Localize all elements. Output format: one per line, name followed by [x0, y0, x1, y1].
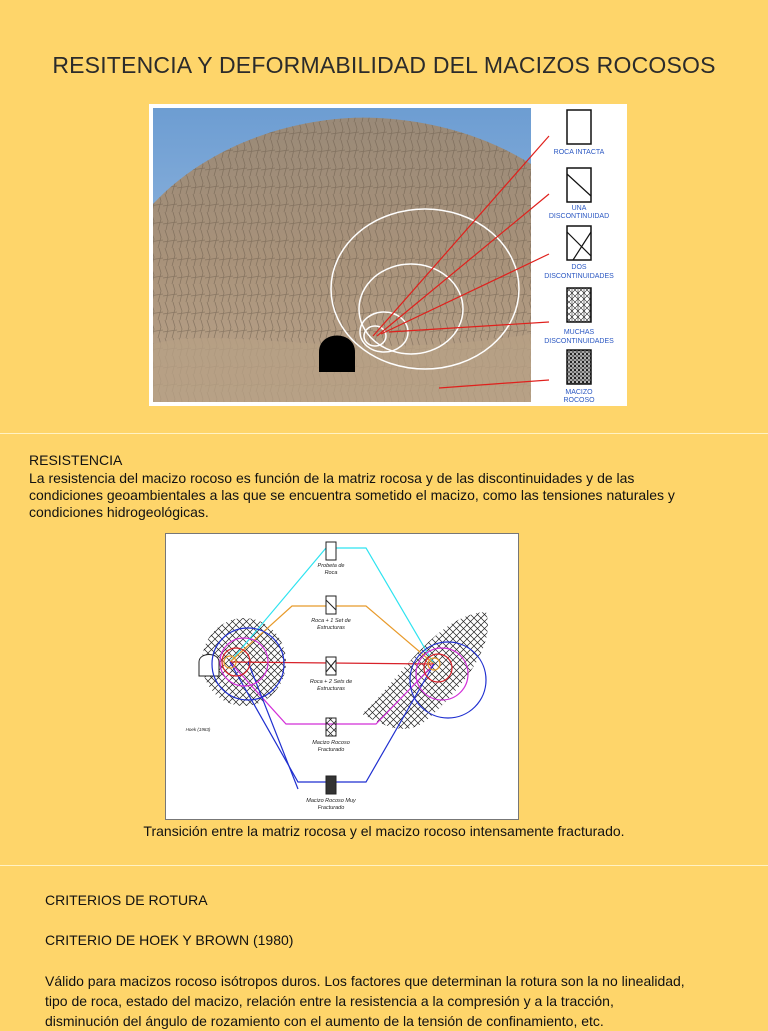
label-estructuras-1: Estructuras: [317, 625, 345, 631]
label-dos: DOS: [571, 264, 587, 271]
label-fracturado-2: Fracturado: [317, 805, 345, 811]
label-probeta: Probeta de: [317, 563, 345, 569]
paragraph-line: disminución del ángulo de rozamiento con el aumento de la tensión de confinamiento, etc.: [45, 1013, 604, 1029]
paragraph-line: condiciones geoambientales a las que se encuentra sometido el macizo, como las tensiones naturales y: [29, 487, 675, 503]
label-roca: Roca: [324, 570, 338, 576]
label-roca-2-sets: Roca + 2 Sets de: [309, 679, 353, 685]
label-hoek: Hoek (1983): [185, 727, 211, 732]
figure-caption: Transición entre la matriz rocosa y el macizo rocoso intensamente fracturado.: [143, 823, 625, 839]
page-title: RESITENCIA Y DEFORMABILIDAD DEL MACIZOS ROCOSOS: [52, 52, 716, 78]
section-heading-criterios: CRITERIOS DE ROTURA: [45, 892, 208, 908]
resistencia-paragraph: [29, 470, 719, 521]
label-fracturado-1: Fracturado: [317, 747, 345, 753]
label-discontinuidades-2: DISCONTINUIDADES: [544, 338, 614, 345]
paragraph-line: Válido para macizos rocoso isótropos duros. Los factores que determinan la rotura son la no linealidad,: [45, 973, 685, 989]
transition-illustration: [166, 534, 518, 819]
divider: [0, 865, 768, 866]
label-rocoso: ROCOSO: [563, 397, 595, 404]
hoek-brown-paragraph: [45, 971, 707, 1031]
section-heading-resistencia: RESISTENCIA: [29, 452, 123, 468]
label-roca-intacta: ROCA INTACTA: [553, 149, 605, 156]
label-roca-1-set: Roca + 1 Set de: [311, 618, 351, 624]
label-estructuras-2: Estructuras: [317, 686, 345, 692]
label-discontinuidad: DISCONTINUIDAD: [548, 213, 610, 220]
label-macizo-muy: Macizo Rocoso Muy: [306, 798, 356, 804]
label-macizo-rocoso: Macizo Rocoso: [312, 740, 350, 746]
paragraph-line: La resistencia del macizo rocoso es función de la matriz rocosa y de las discontinuidades y de las: [29, 470, 635, 486]
label-una: UNA: [571, 205, 587, 212]
rock-mass-figure: [149, 104, 627, 406]
section-heading-hoek-brown: CRITERIO DE HOEK Y BROWN (1980): [45, 932, 294, 948]
label-muchas: MUCHAS: [563, 329, 595, 336]
rock-mass-illustration: [149, 104, 627, 406]
label-discontinuidades-1: DISCONTINUIDADES: [544, 273, 614, 280]
paragraph-line: condiciones hidrogeológicas.: [29, 504, 209, 520]
divider: [0, 433, 768, 434]
label-macizo: MACIZO: [565, 389, 593, 396]
paragraph-line: tipo de roca, estado del macizo, relación entre la resistencia a la compresión y a la tracción,: [45, 993, 614, 1009]
transition-diagram: [165, 533, 519, 820]
